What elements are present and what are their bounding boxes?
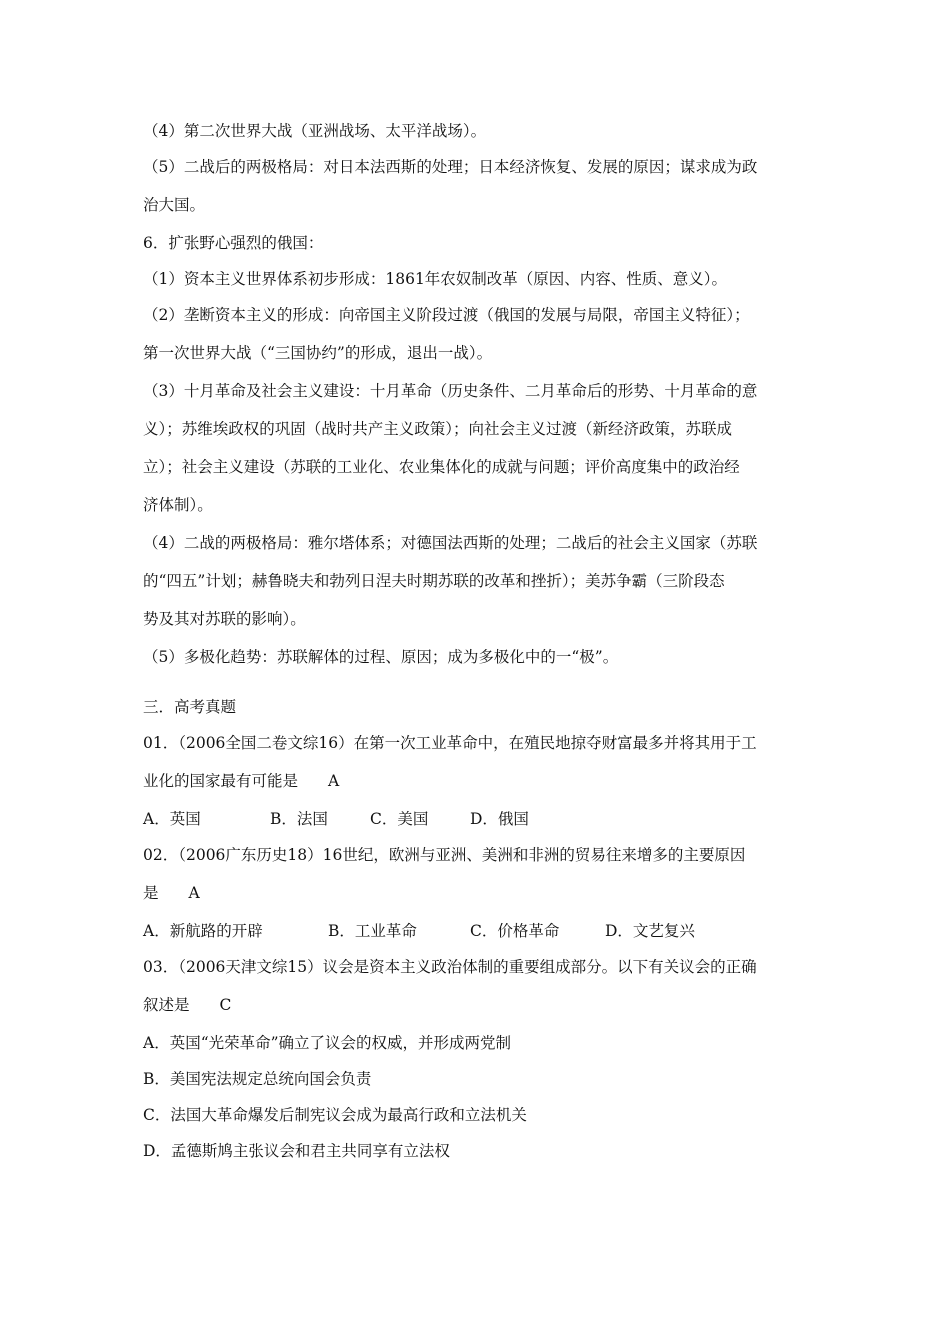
outline-line: 义）；苏维埃政权的巩固（战时共产主义政策）；向社会主义过渡（新经济政策，苏联成 (143, 420, 733, 438)
outline-heading: 6．扩张野心强烈的俄国： (143, 234, 324, 252)
option-d: D．孟德斯鸠主张议会和君主共同享有立法权 (143, 1142, 450, 1160)
outline-line: 立）；社会主义建设（苏联的工业化、农业集体化的成就与问题；评价高度集中的政治经 (143, 458, 740, 476)
question-stem-text: 叙述是 (143, 996, 190, 1014)
outline-line: （3）十月革命及社会主义建设：十月革命（历史条件、二月革命后的形势、十月革命的意 (143, 382, 758, 400)
question-stem: 02．（2006广东历史18）16世纪，欧洲与亚洲、美洲和非洲的贸易往来增多的主要原因 (143, 846, 746, 864)
question-answer: C (219, 996, 232, 1014)
outline-line: （1）资本主义世界体系初步形成：1861年农奴制改革（原因、内容、性质、意义）。 (143, 270, 728, 288)
outline-line: 治大国。 (143, 196, 206, 214)
question-stem: 03．（2006天津文综15）议会是资本主义政治体制的重要组成部分。以下有关议会的正确 (143, 958, 757, 976)
question-stem-text: 业化的国家最有可能是 (143, 772, 299, 790)
option-a: A．新航路的开辟 (143, 922, 263, 940)
question-stem-cont (143, 883, 813, 921)
option-c: C．价格革命 (470, 922, 560, 940)
question-stem-cont (143, 995, 813, 1033)
outline-line: （5）多极化趋势：苏联解体的过程、原因；成为多极化中的一“极”。 (143, 648, 619, 666)
outline-line: 济体制）。 (143, 496, 213, 514)
outline-line: （4）二战的两极格局：雅尔塔体系；对德国法西斯的处理；二战后的社会主义国家（苏联 (143, 534, 758, 552)
question-options (143, 809, 813, 845)
outline-line: （5）二战后的两极格局：对日本法西斯的处理；日本经济恢复、发展的原因；谋求成为政 (143, 158, 758, 176)
option-a: A．英国“光荣革命”确立了议会的权威，并形成两党制 (143, 1034, 512, 1052)
option-a: A．英国 (143, 810, 201, 828)
option-b: B．法国 (270, 810, 328, 828)
outline-line: 势及其对苏联的影响）。 (143, 610, 306, 628)
outline-line: 第一次世界大战（“三国协约”的形成，退出一战）。 (143, 344, 493, 362)
document-page (143, 121, 813, 1177)
question-stem: 01．（2006全国二卷文综16）在第一次工业革命中，在殖民地掠夺财富最多并将其用于工 (143, 734, 757, 752)
question-stem-text: 是 (143, 884, 159, 902)
question-answer: A (188, 884, 200, 902)
option-d: D．俄国 (470, 810, 529, 828)
option-b: B．工业革命 (328, 922, 417, 940)
question-options (143, 921, 813, 957)
option-b: B．美国宪法规定总统向国会负责 (143, 1070, 372, 1088)
outline-line: （2）垄断资本主义的形成：向帝国主义阶段过渡（俄国的发展与局限，帝国主义特征）； (143, 306, 750, 324)
section-title: 三．高考真题 (143, 698, 237, 716)
option-c: C．法国大革命爆发后制宪议会成为最高行政和立法机关 (143, 1106, 527, 1124)
question-answer: A (328, 772, 340, 790)
outline-line: （4）第二次世界大战（亚洲战场、太平洋战场）。 (143, 122, 487, 140)
question-stem-cont (143, 771, 813, 809)
option-d: D．文艺复兴 (605, 922, 695, 940)
outline-line: 的“四五”计划；赫鲁晓夫和勃列日涅夫时期苏联的改革和挫折）；美苏争霸（三阶段态 (143, 572, 725, 590)
option-c: C．美国 (370, 810, 429, 828)
